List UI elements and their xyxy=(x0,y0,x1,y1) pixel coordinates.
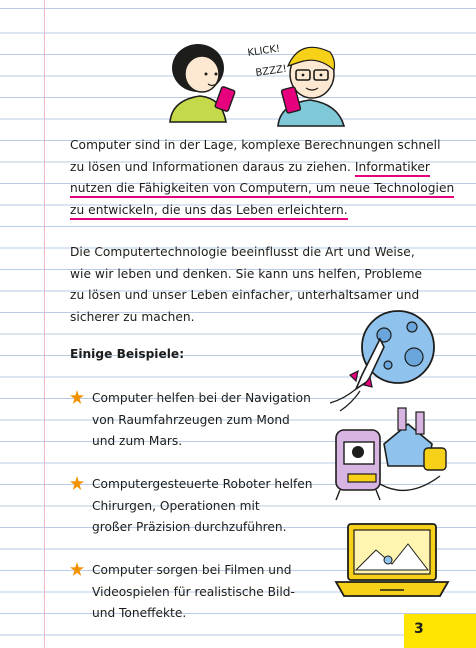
paragraph-line: sicherer zu machen. xyxy=(70,309,195,324)
example-text xyxy=(92,560,295,625)
intro-line xyxy=(70,157,450,179)
example-line: und Toneffekte. xyxy=(92,606,187,620)
surgery-robot-illustration xyxy=(328,404,458,504)
star-bullet-icon xyxy=(70,476,84,490)
highlighted-line: zu entwickeln, die uns das Leben erleichtern. xyxy=(70,203,348,220)
intro-line-start: zu lösen und Informationen daraus zu ziehen. xyxy=(70,159,355,174)
page-number: 3 xyxy=(414,621,424,637)
example-line: Computer helfen bei der Navigation xyxy=(92,391,311,405)
star-bullet-icon xyxy=(70,562,84,576)
example-line: Computer sorgen bei Filmen und xyxy=(92,563,292,577)
example-line: von Raumfahrzeugen zum Mond xyxy=(92,412,290,427)
example-text xyxy=(92,388,311,453)
paragraph-line: wie wir leben und denken. Sie kann uns helfen, Probleme xyxy=(70,266,423,281)
star-bullet-icon xyxy=(70,390,84,404)
example-line: und zum Mars. xyxy=(92,434,183,448)
highlighted-line: nutzen die Fähigkeiten von Computern, um neue Technologien xyxy=(70,181,454,198)
paragraph-line: zu lösen und unser Leben einfacher, unterhaltsamer und xyxy=(70,288,420,302)
svg-text:KLICK!: KLICK! xyxy=(246,43,281,59)
laptop-illustration xyxy=(332,520,452,600)
highlighted-term: Informatiker xyxy=(355,160,430,177)
example-line: Computergesteuerte Roboter helfen xyxy=(92,477,313,491)
kids-with-phones-illustration xyxy=(160,30,360,130)
example-line: Chirurgen, Operationen mit xyxy=(92,498,260,513)
paragraph-line: Die Computertechnologie beeinflusst die Art und Weise, xyxy=(70,245,415,259)
notebook-margin-line xyxy=(44,0,45,648)
example-text xyxy=(92,474,312,539)
example-line: Videospielen für realistische Bild- xyxy=(92,584,295,599)
intro-line xyxy=(70,178,455,200)
svg-text:BZZZ!: BZZZ! xyxy=(254,63,288,79)
page-number-tab xyxy=(404,614,476,648)
moon-rocket-illustration xyxy=(322,305,452,415)
example-line: großer Präzision durchzuführen. xyxy=(92,520,287,534)
examples-heading: Einige Beispiele: xyxy=(70,347,185,361)
intro-paragraph xyxy=(70,135,455,221)
intro-line xyxy=(70,200,450,222)
intro-line: Computer sind in der Lage, komplexe Berechnungen schnell xyxy=(70,138,441,152)
